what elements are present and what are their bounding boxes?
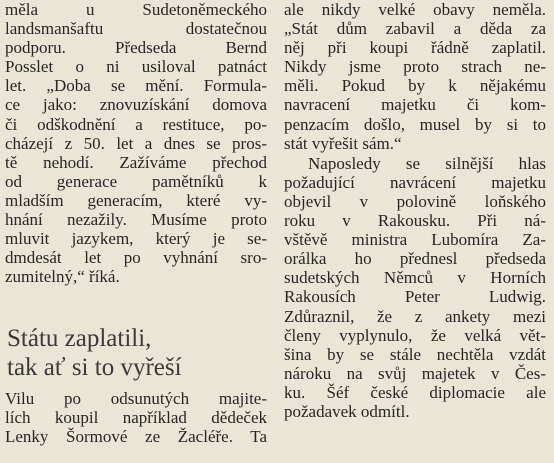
article-line: ku. Šéf české diplomacie ale [284,382,546,402]
article-line: cházejí z 50. let a dnes se pros- [5,133,267,153]
article-line: ce jako: znovuzískání domova [5,95,267,115]
article-line: Zdůraznil, že z ankety mezi [284,306,546,326]
article-column-left [5,0,267,286]
article-line: mladším generacím, které vy- [5,190,267,210]
article-line: Posslet o ni usiloval patnáct [5,57,267,77]
article-line: či odškodnění a restituce, po- [5,114,267,134]
article-line: zumitelný,“ říká. [5,267,120,287]
article-line: landsmanšaftu dostatečnou [5,19,267,39]
article-line: mluvit jazykem, který je se- [5,229,267,249]
article-line: Rakousích Peter Ludwig. [284,287,546,307]
article-line: něj při koupi řádně zaplatil. [284,38,546,58]
article-line: od generace pamětníků k [5,171,267,191]
article-line: požadující navrácení majetku [284,172,546,192]
article-line: sudetských Němců v Horních [284,268,546,288]
article-line: vštěvě ministra Lubomíra Za- [284,230,546,250]
article-line: měli. Pokud by k nějakému [284,76,546,96]
article-line: orálka ho přednesl předseda [284,249,546,269]
article-line: roku v Rakousku. Při ná- [284,211,546,231]
headline-line: tak ať si to vyřeší [7,354,182,381]
article-line: Nikdy jsme proto strach ne- [284,57,546,77]
article-line: objevil v polovině loňského [284,191,546,211]
article-line: požadavek odmítl. [284,401,410,421]
article-line: Naposledy se silnější hlas [308,153,546,173]
article-line: „Stát dům zabavil a děda za [284,19,546,39]
article-line: let. „Doba se mění. Formula- [5,76,267,96]
article-line: penzacím došlo, musel by si to [284,114,546,134]
article-line: členy vyplynulo, že velká vět- [284,325,546,345]
article-line: stát vyřešit sám.“ [284,133,402,153]
article-line: podporu. Předseda Bernd [5,38,267,58]
article-line: tě nehodí. Zažíváme přechod [5,152,267,172]
article-line: ale nikdy velké obavy neměla. [284,0,546,19]
article-line: Vilu po odsunutých majite- [5,389,267,408]
article-line: dmdesát let po vyhnání sro- [5,248,267,268]
article-line: navracení majetku či kom- [284,95,546,115]
headline-line: Státu zaplatili, [7,325,152,352]
article-line: měla u Sudetoněmeckého [5,0,267,19]
article-line: hnání nezažily. Musíme proto [5,210,267,230]
article-line: lích koupil například dědeček [5,408,267,428]
section-headline [7,324,269,382]
article-line: šina by se stále nechtěla vzdát [284,344,546,364]
article-column-left-continued [5,389,267,446]
article-column-right [284,0,546,421]
article-line: nároku na svůj majetek v Čes- [284,363,546,383]
article-line: Lenky Šormové ze Žacléře. Ta [5,427,267,447]
